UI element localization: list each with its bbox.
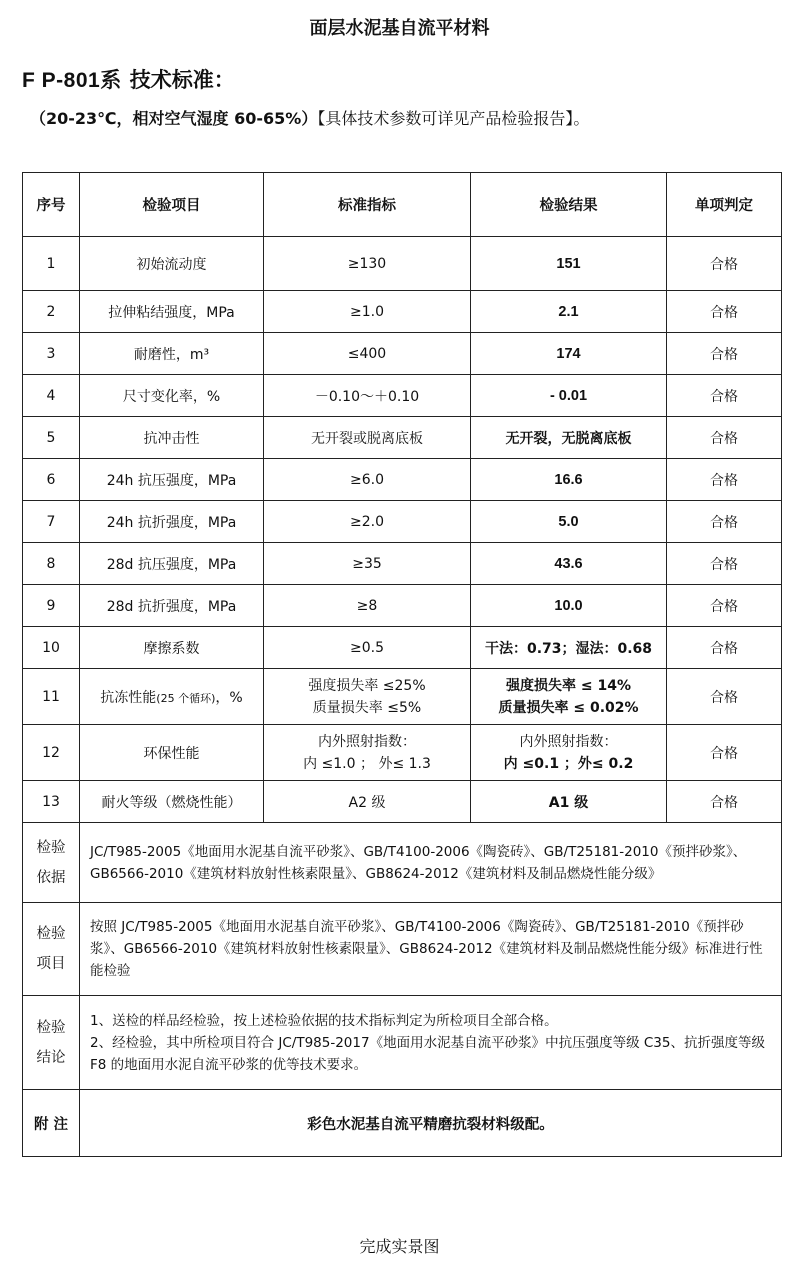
system-name: F P-801系 xyxy=(22,69,122,92)
header-standard: 标准指标 xyxy=(264,173,471,237)
cell-standard: ≥1.0 xyxy=(264,291,471,333)
cell-item: 初始流动度 xyxy=(80,237,264,291)
table-row xyxy=(23,543,782,585)
cell-result: 151 xyxy=(471,237,667,291)
standard-line: 质量损失率 ≤5% xyxy=(312,699,422,716)
table-header-row xyxy=(23,173,782,237)
cell-verdict: 合格 xyxy=(667,291,782,333)
result-line: 强度损失率 ≤ 14% xyxy=(506,677,631,694)
basis-label-line: 检验 xyxy=(36,839,66,856)
item-name: 抗冻性能 xyxy=(100,689,157,706)
cell-verdict: 合格 xyxy=(667,459,782,501)
cell-standard: ≤400 xyxy=(264,333,471,375)
cell-no: 5 xyxy=(23,417,80,459)
cell-no: 1 xyxy=(23,237,80,291)
cell-item: 环保性能 xyxy=(80,725,264,781)
basis-row xyxy=(23,823,782,903)
cell-verdict: 合格 xyxy=(667,669,782,725)
cell-result: 2.1 xyxy=(471,291,667,333)
cell-result xyxy=(471,669,667,725)
cell-standard: ≥8 xyxy=(264,585,471,627)
cell-no: 12 xyxy=(23,725,80,781)
cell-standard: ≥6.0 xyxy=(264,459,471,501)
cell-verdict: 合格 xyxy=(667,375,782,417)
standard-line: 内外照射指数： xyxy=(318,733,416,750)
cell-verdict: 合格 xyxy=(667,781,782,823)
header-no: 序号 xyxy=(23,173,80,237)
item-unit: ，% xyxy=(215,689,243,706)
table-row xyxy=(23,627,782,669)
cell-no: 7 xyxy=(23,501,80,543)
cell-item: 拉伸粘结强度，MPa xyxy=(80,291,264,333)
cell-no: 13 xyxy=(23,781,80,823)
cell-item: 抗冲击性 xyxy=(80,417,264,459)
remark-label: 附 注 xyxy=(23,1090,80,1157)
header-verdict: 单项判定 xyxy=(667,173,782,237)
cell-item: 摩擦系数 xyxy=(80,627,264,669)
cell-verdict: 合格 xyxy=(667,237,782,291)
cell-result: 无开裂，无脱离底板 xyxy=(471,417,667,459)
table-row xyxy=(23,725,782,781)
cell-item xyxy=(80,669,264,725)
result-line: 内外照射指数： xyxy=(519,733,618,750)
cell-result: 43.6 xyxy=(471,543,667,585)
cell-verdict: 合格 xyxy=(667,585,782,627)
header-result: 检验结果 xyxy=(471,173,667,237)
cell-verdict: 合格 xyxy=(667,725,782,781)
conclusion-label-line: 检验 xyxy=(36,1019,66,1036)
table-row xyxy=(23,375,782,417)
cell-standard: ≥35 xyxy=(264,543,471,585)
cell-verdict: 合格 xyxy=(667,501,782,543)
table-row xyxy=(23,585,782,627)
document-title: 面层水泥基自流平材料 xyxy=(309,18,490,39)
header-item: 检验项目 xyxy=(80,173,264,237)
table-row xyxy=(23,333,782,375)
items-label-line: 检验 xyxy=(36,926,66,942)
cell-no: 2 xyxy=(23,291,80,333)
cell-item: 28d 抗压强度，MPa xyxy=(80,543,264,585)
items-row xyxy=(23,903,782,996)
conditions-text: （20-23℃，相对空气湿度 60-65%） xyxy=(30,109,318,128)
cell-item: 耐火等级（燃烧性能） xyxy=(80,781,264,823)
items-label-line: 项目 xyxy=(36,956,66,972)
conditions-note: 【具体技术参数可详见产品检验报告】。 xyxy=(317,109,590,128)
cell-standard: A2 级 xyxy=(264,781,471,823)
cell-standard xyxy=(264,669,471,725)
cell-standard: －0.10～＋0.10 xyxy=(264,375,471,417)
conclusion-line: 1、送检的样品经检验，按上述检验依据的技术指标判定为所检项目全部合格。 xyxy=(90,1012,558,1029)
cell-no: 11 xyxy=(23,669,80,725)
cell-result: - 0.01 xyxy=(471,375,667,417)
cell-standard xyxy=(264,725,471,781)
cell-verdict: 合格 xyxy=(667,333,782,375)
section-heading xyxy=(22,64,235,94)
cell-no: 9 xyxy=(23,585,80,627)
table-row xyxy=(23,237,782,291)
test-conditions xyxy=(30,106,589,129)
standard-line: 强度损失率 ≤25% xyxy=(308,677,426,694)
cell-result: A1 级 xyxy=(471,781,667,823)
table-row xyxy=(23,781,782,823)
item-cycle-note: (25 个循环) xyxy=(156,691,216,705)
cell-standard: ≥130 xyxy=(264,237,471,291)
cell-no: 3 xyxy=(23,333,80,375)
cell-standard: ≥2.0 xyxy=(264,501,471,543)
conclusion-text xyxy=(80,996,782,1090)
table-row xyxy=(23,291,782,333)
remark-text: 彩色水泥基自流平精磨抗裂材料级配。 xyxy=(80,1090,782,1157)
cell-verdict: 合格 xyxy=(667,627,782,669)
result-line: 质量损失率 ≤ 0.02% xyxy=(498,699,639,716)
cell-no: 8 xyxy=(23,543,80,585)
conclusion-label xyxy=(23,996,80,1090)
remark-row xyxy=(23,1090,782,1157)
heading-label: 技术标准： xyxy=(129,68,235,92)
basis-text: JC/T985-2005《地面用水泥基自流平砂浆》、GB/T4100-2006《陶瓷砖》、GB/T25181-2010《预拌砂浆》、GB6566-2010《建筑材料放射性核素限量》、GB8624-2012《建筑材料及制品燃烧性能分级》 xyxy=(80,823,782,903)
items-label xyxy=(23,903,80,996)
cell-item: 尺寸变化率，% xyxy=(80,375,264,417)
cell-result: 10.0 xyxy=(471,585,667,627)
conclusion-line: 2、经检验，其中所检项目符合 JC/T985-2017《地面用水泥基自流平砂浆》中抗压强度等级 C35、抗折强度等级 F8 的地面用水泥自流平砂浆的优等技术要求。 xyxy=(90,1034,765,1073)
table-row xyxy=(23,501,782,543)
cell-result: 174 xyxy=(471,333,667,375)
footer-caption: 完成实景图 xyxy=(359,1237,440,1256)
cell-item: 24h 抗折强度，MPa xyxy=(80,501,264,543)
conclusion-row xyxy=(23,996,782,1090)
result-line: 内 ≤0.1 ；外≤ 0.2 xyxy=(503,755,634,772)
cell-result xyxy=(471,725,667,781)
cell-no: 6 xyxy=(23,459,80,501)
cell-item: 耐磨性，m³ xyxy=(80,333,264,375)
table-row xyxy=(23,669,782,725)
cell-result: 干法：0.73；湿法：0.68 xyxy=(471,627,667,669)
cell-item: 28d 抗折强度，MPa xyxy=(80,585,264,627)
spec-table xyxy=(22,172,782,1157)
cell-result: 16.6 xyxy=(471,459,667,501)
conclusion-label-line: 结论 xyxy=(36,1049,66,1066)
cell-no: 4 xyxy=(23,375,80,417)
cell-no: 10 xyxy=(23,627,80,669)
basis-label xyxy=(23,823,80,903)
table-row xyxy=(23,417,782,459)
standard-line: 内 ≤1.0 ； 外≤ 1.3 xyxy=(303,755,431,772)
cell-standard: 无开裂或脱离底板 xyxy=(264,417,471,459)
cell-verdict: 合格 xyxy=(667,417,782,459)
cell-item: 24h 抗压强度，MPa xyxy=(80,459,264,501)
cell-result: 5.0 xyxy=(471,501,667,543)
cell-standard: ≥0.5 xyxy=(264,627,471,669)
basis-label-line: 依据 xyxy=(36,869,66,886)
table-row xyxy=(23,459,782,501)
items-text: 按照 JC/T985-2005《地面用水泥基自流平砂浆》、GB/T4100-2006《陶瓷砖》、GB/T25181-2010《预拌砂浆》、GB6566-2010《建筑材料放射性核素限量》、GB8624-2012《建筑材料及制品燃烧性能分级》标准进行性能检验 xyxy=(80,903,782,996)
cell-verdict: 合格 xyxy=(667,543,782,585)
